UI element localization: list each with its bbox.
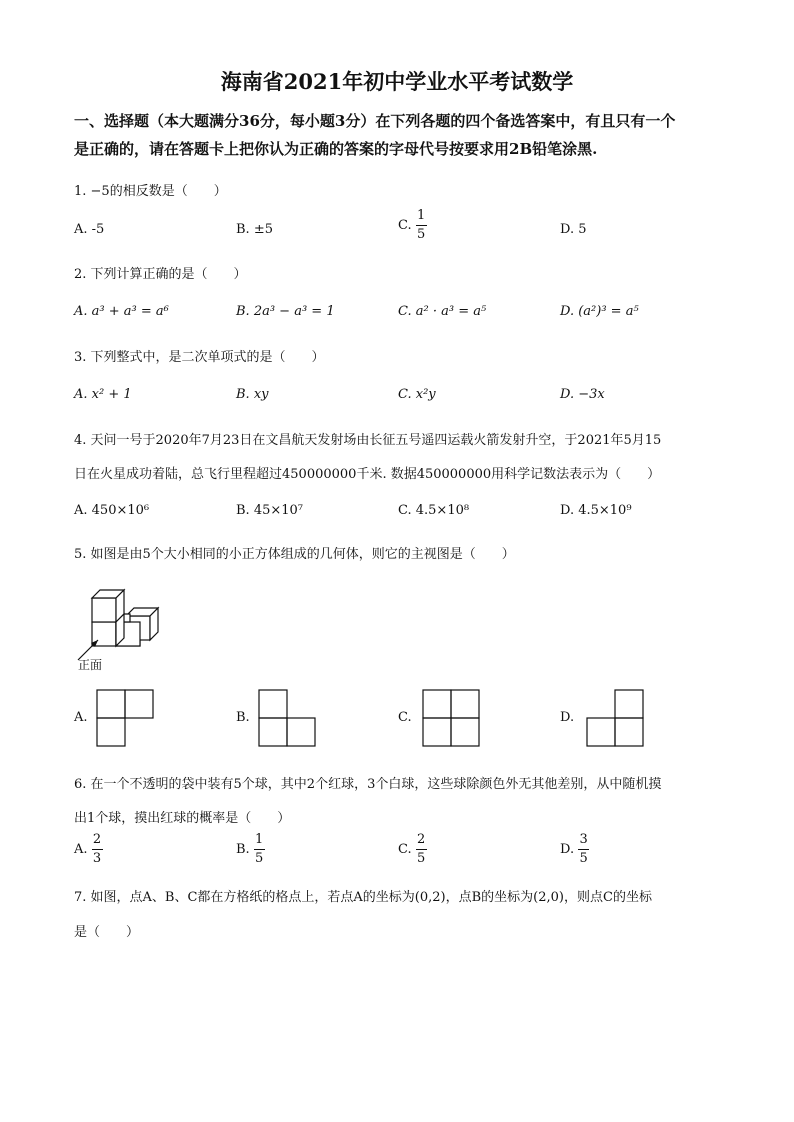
q1-option-a[interactable]: A. -5 [74, 222, 105, 237]
q6-option-a-prefix: A. [74, 842, 88, 857]
q6-option-c-fraction [416, 832, 427, 867]
fraction-numerator: 2 [416, 832, 426, 847]
q7-stem-line2: 是（ ） [74, 925, 140, 940]
front-label: 正面 [78, 658, 103, 672]
fraction-denominator: 5 [255, 851, 264, 866]
q1-stem: 1. −5的相反数是（ ） [74, 184, 227, 199]
q5-stem: 5. 如图是由5个大小相同的小正方体组成的几何体，则它的主视图是（ ） [74, 547, 515, 562]
q4-option-a[interactable]: A. 450×10⁶ [74, 503, 150, 518]
q6-option-d-prefix: D. [560, 842, 575, 857]
q6-option-b-prefix: B. [236, 842, 250, 857]
q3-option-a[interactable]: A. x² + 1 [74, 387, 132, 402]
q3-option-d[interactable]: D. −3x [560, 387, 605, 402]
q4-option-c[interactable]: C. 4.5×10⁸ [398, 503, 470, 518]
q4-stem-line2: 日在火星成功着陆，总飞行里程超过450000000千米. 数据450000000用科学记数法表示为（ ） [74, 467, 661, 482]
q6-option-d-fraction [578, 832, 589, 867]
q5-option-d-label[interactable]: D. [560, 710, 575, 725]
q3-option-c[interactable]: C. x²y [398, 387, 436, 402]
fraction-denominator: 5 [416, 227, 426, 242]
q6-stem-line2: 出1个球，摸出红球的概率是（ ） [74, 811, 291, 826]
q6-option-b-fraction [254, 832, 265, 867]
fraction-numerator: 2 [92, 832, 102, 847]
q3-stem: 3. 下列整式中，是二次单项式的是（ ） [74, 350, 325, 365]
q5-option-d-figure[interactable] [586, 689, 646, 749]
q3-option-b[interactable]: B. xy [236, 387, 269, 402]
section-instructions-line1: 一、选择题（本大题满分36分，每小题3分）在下列各题的四个备选答案中，有且只有一个 [74, 112, 676, 130]
fraction-denominator: 3 [92, 851, 102, 866]
q1-option-b[interactable]: B. ±5 [236, 222, 273, 237]
section-instructions-line2: 是正确的，请在答题卡上把你认为正确的答案的字母代号按要求用2B铅笔涂黑. [74, 140, 598, 158]
q2-option-b[interactable]: B. 2a³ − a³ = 1 [236, 304, 335, 319]
q1-option-c-prefix: C. [398, 218, 412, 233]
page-title: 海南省2021年初中学业水平考试数学 [220, 69, 574, 94]
q6-option-c[interactable] [398, 832, 427, 867]
q7-stem-line1: 7. 如图，点A、B、C都在方格纸的格点上，若点A的坐标为(0,2)，点B的坐标为(2,0)，则点C的坐标 [74, 890, 652, 905]
q6-stem-line1: 6. 在一个不透明的袋中装有5个球，其中2个红球，3个白球，这些球除颜色外无其他差别，从中随机摸 [74, 777, 662, 792]
q5-option-a-label[interactable]: A. [74, 710, 88, 725]
q2-option-c[interactable]: C. a² · a³ = a⁵ [398, 304, 487, 319]
q6-option-d[interactable] [560, 832, 589, 867]
q2-option-a[interactable]: A. a³ + a³ = a⁶ [74, 304, 169, 319]
q5-option-c-label[interactable]: C. [398, 710, 412, 725]
q6-option-a-fraction [92, 832, 103, 867]
q4-stem-line1: 4. 天问一号于2020年7月23日在文昌航天发射场由长征五号遥四运载火箭发射升空，于2021年5月15 [74, 433, 662, 448]
q2-stem: 2. 下列计算正确的是（ ） [74, 267, 247, 282]
q4-option-d[interactable]: D. 4.5×10⁹ [560, 503, 632, 518]
fraction-numerator: 1 [255, 832, 264, 847]
q6-option-b[interactable] [236, 832, 265, 867]
q5-option-b-figure[interactable] [258, 689, 318, 749]
q6-option-a[interactable] [74, 832, 103, 867]
q1-option-d[interactable]: D. 5 [560, 222, 587, 237]
q2-option-d[interactable]: D. (a²)³ = a⁵ [560, 304, 639, 319]
q6-option-c-prefix: C. [398, 842, 412, 857]
q5-option-a-figure[interactable] [96, 689, 156, 749]
q5-option-b-label[interactable]: B. [236, 710, 250, 725]
q1-option-c[interactable] [398, 208, 427, 243]
fraction-numerator: 3 [579, 832, 588, 847]
fraction-denominator: 5 [416, 851, 426, 866]
fraction-numerator: 1 [416, 208, 426, 223]
q5-option-c-figure[interactable] [422, 689, 482, 749]
fraction-denominator: 5 [579, 851, 588, 866]
q1-option-c-fraction [416, 208, 427, 243]
q4-option-b[interactable]: B. 45×10⁷ [236, 503, 304, 518]
